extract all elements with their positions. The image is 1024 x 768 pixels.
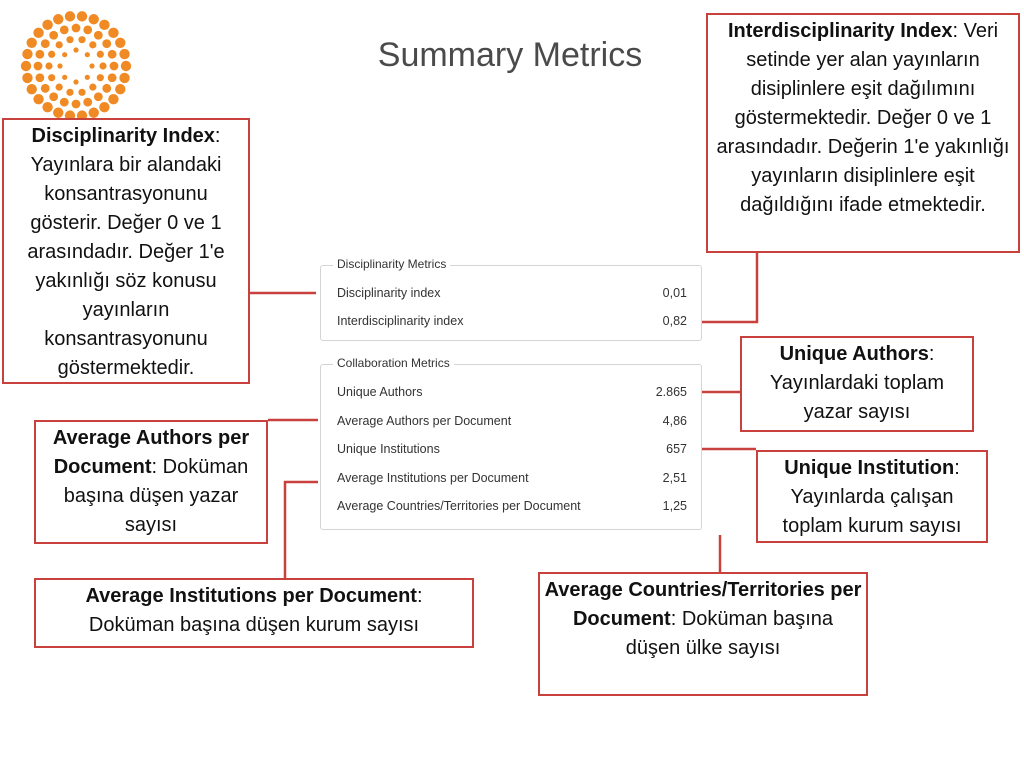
logo-dot — [72, 100, 81, 109]
callout-description: : Doküman başına düşen kurum sayısı — [88, 585, 423, 636]
logo-dot — [57, 63, 62, 68]
logo-dot — [99, 102, 109, 112]
connector-interdisciplinarity — [700, 253, 757, 322]
panel-title: Collaboration Metrics — [333, 356, 454, 370]
logo-dot — [83, 25, 92, 34]
logo-dot — [22, 49, 32, 59]
metric-label: Average Authors per Document — [337, 414, 512, 428]
page-title: Summary Metrics — [377, 36, 643, 74]
metric-value: 0,82 — [662, 314, 687, 328]
logo-dot — [60, 25, 69, 34]
logo-dot — [119, 73, 129, 83]
logo-dot — [53, 14, 63, 24]
logo-dot — [56, 41, 63, 48]
metric-value: 1,25 — [662, 499, 687, 513]
logo-dot — [33, 28, 43, 38]
logo-dot — [60, 98, 69, 107]
metric-label: Average Countries/Territories per Document — [337, 499, 581, 513]
logo-dot — [34, 62, 43, 71]
logo-dot — [27, 38, 37, 48]
logo-dot — [35, 50, 44, 59]
callout-term: Average Authors per Document — [52, 427, 250, 478]
logo-dot — [22, 73, 32, 83]
logo-dot — [72, 24, 81, 33]
logo-dot — [42, 20, 52, 30]
logo-dot — [27, 84, 37, 94]
collaboration-metrics-panel — [320, 356, 702, 530]
callout-description: : Yayınlardaki toplam yazar sayısı — [769, 343, 945, 423]
logo-dot — [78, 36, 85, 43]
callout-term: Average Countries/Territories per Document — [544, 579, 862, 630]
logo-dot — [62, 52, 67, 57]
logo-dot — [41, 84, 50, 93]
logo-dot — [49, 92, 58, 101]
metric-value: 0,01 — [662, 286, 687, 300]
callout-term: Average Institutions per Document — [85, 585, 417, 607]
metric-row — [337, 314, 687, 334]
logo-dot — [35, 73, 44, 82]
logo-dot — [73, 79, 78, 84]
logo-dot — [66, 89, 73, 96]
callout-description: : Yayınlarda çalışan toplam kurum sayısı — [782, 457, 962, 537]
logo-dot — [85, 52, 90, 57]
logo-dot — [48, 51, 55, 58]
logo-dot — [97, 51, 104, 58]
callout-description: : Doküman başına düşen yazar sayısı — [63, 456, 249, 536]
callout-average-institutions — [34, 578, 474, 648]
logo-dot — [115, 38, 125, 48]
logo-dot — [62, 75, 67, 80]
logo-dot — [110, 62, 119, 71]
logo-dot — [102, 39, 111, 48]
metric-value: 4,86 — [662, 414, 687, 428]
logo-dot — [108, 73, 117, 82]
sunburst-logo-icon — [14, 4, 138, 128]
metric-label: Unique Institutions — [337, 442, 440, 456]
logo-dot — [48, 74, 55, 81]
logo-dot — [108, 50, 117, 59]
callout-term: Unique Authors — [779, 343, 929, 365]
logo-dot — [77, 11, 87, 21]
logo-dot — [41, 39, 50, 48]
metric-label: Interdisciplinarity index — [337, 314, 464, 328]
logo-dot — [89, 41, 96, 48]
logo-dot — [99, 62, 106, 69]
metric-label: Average Institutions per Document — [337, 471, 529, 485]
logo-dot — [97, 74, 104, 81]
metric-row — [337, 499, 687, 519]
panel-title: Disciplinarity Metrics — [333, 257, 450, 271]
metric-row — [337, 385, 687, 405]
callout-description: : Yayınlara bir alandaki konsantrasyonunu gösterir. Değer 0 ve 1 arasındadır. Değer 1'e yakınlığı söz konusu yayınların konsantrasyonunu göstermektedir. — [27, 125, 225, 379]
callout-description: : Doküman başına düşen ülke sayısı — [625, 608, 834, 659]
disciplinarity-metrics-panel — [320, 257, 702, 341]
logo-dot — [85, 75, 90, 80]
logo-dot — [45, 62, 52, 69]
logo-dot — [66, 36, 73, 43]
metric-row — [337, 286, 687, 306]
logo-dot — [108, 94, 118, 104]
logo-dot — [121, 61, 131, 71]
metric-value: 657 — [666, 442, 687, 456]
callout-unique-authors — [740, 336, 974, 432]
logo-dot — [108, 28, 118, 38]
logo-dot — [89, 14, 99, 24]
callout-unique-institution — [756, 450, 988, 543]
metric-value: 2.865 — [655, 385, 687, 399]
logo-dot — [78, 89, 85, 96]
callout-term: Unique Institution — [784, 457, 955, 479]
logo-dot — [89, 84, 96, 91]
logo-dot — [49, 31, 58, 40]
logo-dot — [115, 84, 125, 94]
metric-row — [337, 442, 687, 462]
logo-dot — [94, 92, 103, 101]
metric-label: Disciplinarity index — [337, 286, 441, 300]
logo-dot — [53, 108, 63, 118]
logo-dot — [21, 61, 31, 71]
callout-description: : Veri setinde yer alan yayınların disiplinlere eşit dağılımını göstermektedir. Değer 0 ve 1 arasındadır. Değerin 1'e yakınlığı yayınların disiplinlere eşit dağıldığını ifade etmektedir. — [716, 20, 1010, 216]
callout-disciplinarity-index — [2, 118, 250, 384]
logo-dot — [65, 11, 75, 21]
metric-row — [337, 414, 687, 434]
connector-avg-institutions — [285, 482, 318, 578]
callout-term: Disciplinarity Index — [31, 125, 215, 147]
callout-term: Interdisciplinarity Index — [727, 20, 953, 42]
callout-average-countries — [538, 572, 868, 696]
callout-interdisciplinarity-index — [706, 13, 1020, 253]
logo-dot — [42, 102, 52, 112]
logo-dot — [119, 49, 129, 59]
metric-row — [337, 471, 687, 491]
logo-dot — [73, 47, 78, 52]
logo-dot — [99, 20, 109, 30]
logo-dot — [89, 108, 99, 118]
logo-dot — [83, 98, 92, 107]
logo-dot — [102, 84, 111, 93]
logo-dot — [89, 63, 94, 68]
metric-label: Unique Authors — [337, 385, 423, 399]
logo-dot — [94, 31, 103, 40]
logo-dot — [56, 84, 63, 91]
callout-average-authors — [34, 420, 268, 544]
metric-value: 2,51 — [662, 471, 687, 485]
logo-dot — [33, 94, 43, 104]
